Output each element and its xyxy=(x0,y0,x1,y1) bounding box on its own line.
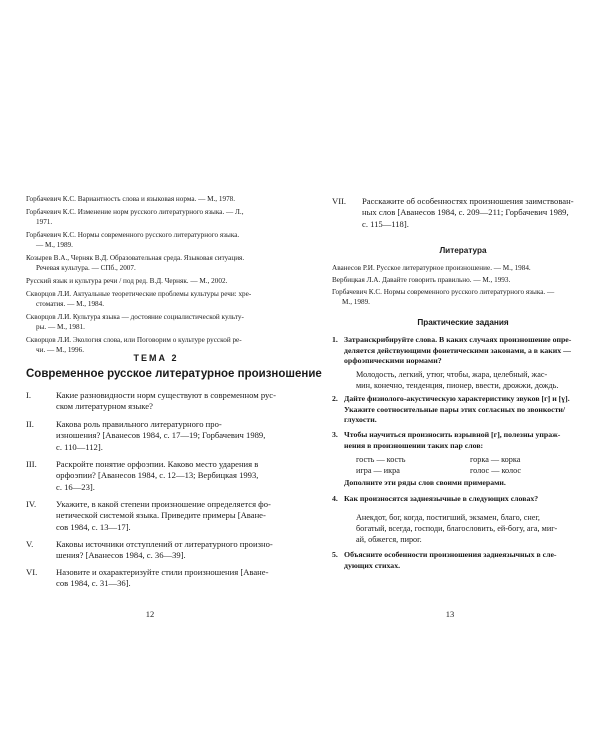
task-item xyxy=(332,550,594,572)
task-line: Как произносятся заднеязычные в следующих словах? xyxy=(344,494,539,503)
reference-line: Речевая культура. — СПб., 2007. xyxy=(36,264,136,272)
task-number: 1. xyxy=(332,335,338,344)
reference-line: Горбачевич К.С. Нормы современного русского литературного языка. xyxy=(26,231,240,239)
task-line: орфоэпическими нормами? xyxy=(344,356,442,365)
reference-item xyxy=(332,275,594,285)
word-pair: игра — икра xyxy=(356,466,400,475)
reference-item xyxy=(26,207,294,227)
question-item xyxy=(26,499,294,535)
task-number: 3. xyxy=(332,430,338,439)
page-number: 12 xyxy=(145,609,155,619)
task-line: глухости. xyxy=(344,415,377,424)
word-pair: горка — корка xyxy=(470,455,521,464)
reference-line: стоматия. — М., 1984. xyxy=(36,300,105,308)
task-line: нения в произношении таких пар слов: xyxy=(344,440,484,450)
word-line: мин, конечно, тенденция, пионер, ввести, дрожжи, дождь. xyxy=(356,381,559,390)
references-list xyxy=(26,194,294,358)
question-number: VII. xyxy=(332,196,347,206)
question-item xyxy=(26,459,294,495)
right-page xyxy=(300,0,600,750)
question-line: с. 115—118]. xyxy=(362,218,409,229)
task-line: Чтобы научиться произносить взрывной [г], полезны упраж- xyxy=(344,430,561,439)
reference-item xyxy=(26,230,294,250)
reference-item xyxy=(332,287,594,307)
reference-line: Русский язык и культура речи / под ред. В.Д. Черняк. — М., 2002. xyxy=(26,277,228,285)
reference-line: 1971. xyxy=(36,218,53,226)
question-number: III. xyxy=(26,459,37,469)
task-number: 2. xyxy=(332,394,338,403)
question-line: Раскройте понятие орфоэпии. Каково место ударения в xyxy=(56,459,259,469)
task-item xyxy=(332,335,594,367)
word-pair: голос — колос xyxy=(470,466,522,475)
word-line: ай, обжегся, пирог. xyxy=(356,535,422,544)
reference-line: Скворцов Л.И. Актуальные теоретические проблемы культуры речи: хре- xyxy=(26,290,252,298)
task3-extra: Дополните эти ряды слов своими примерами. xyxy=(344,478,506,487)
task4-words xyxy=(356,512,594,545)
question-item xyxy=(26,539,294,564)
question-number: IV. xyxy=(26,499,37,509)
task-line: Дайте физиолого-акустическую характеристику звуков [г] и [ɣ]. xyxy=(344,394,570,403)
question-line: Назовите и охарактеризуйте стили произношения [Аване- xyxy=(56,567,269,577)
task-item xyxy=(332,394,594,426)
reference-item xyxy=(26,312,294,332)
question-line: Какие разновидности норм существуют в современном рус- xyxy=(56,390,276,400)
reference-item xyxy=(332,263,594,273)
question-number: V. xyxy=(26,539,34,549)
task1-words xyxy=(356,369,594,391)
question-line: с. 110—112]. xyxy=(56,441,103,452)
reference-line: — М., 1989. xyxy=(36,241,73,249)
task-number: 5. xyxy=(332,550,338,559)
question-number: II. xyxy=(26,419,34,429)
question-line: ском литературном языке? xyxy=(56,401,153,412)
question-item xyxy=(26,567,294,592)
question-line: нетической системой языка. Приведите примеры [Аване- xyxy=(56,510,266,521)
reference-line: М., 1989. xyxy=(342,298,370,306)
task-number: 4. xyxy=(332,494,338,503)
pair-left-column xyxy=(356,454,456,476)
reference-line: Вербицкая Л.А. Давайте говорить правильно. — М., 1993. xyxy=(332,276,511,284)
task-item xyxy=(332,494,594,506)
reference-item xyxy=(26,253,294,273)
task-line: Объясните особенности произношения заднеязычных в сле- xyxy=(344,550,557,559)
reference-line: Козырев В.А., Черняк В.Д. Образовательная среда. Языковая ситуация. xyxy=(26,254,245,262)
reference-line: Горбачевич К.С. Вариантность слова и языковая норма. — М., 1978. xyxy=(26,195,236,203)
question-number: I. xyxy=(26,390,32,400)
question-number: VI. xyxy=(26,567,38,577)
task-line: деляется действующими фонетическими законами, а в каких — xyxy=(344,345,571,355)
reference-item xyxy=(26,194,294,204)
question-line: шения? [Аванесов 1984, с. 36—39]. xyxy=(56,550,186,561)
page-number: 13 xyxy=(445,609,455,619)
reference-item xyxy=(26,335,294,355)
literature-title: Литература xyxy=(439,246,487,255)
task-line: дующих стихах. xyxy=(344,560,401,570)
reference-line: Горбачевич К.С. Нормы современного русского литературного языка. — xyxy=(332,288,555,296)
question-line: Расскажите об особенностях произношения заимствован- xyxy=(362,196,574,206)
reference-line: Горбачевич К.С. Изменение норм русского литературного языка. — Л., xyxy=(26,208,244,216)
question-line: Какова роль правильного литературного про- xyxy=(56,419,222,429)
word-pair: гость — кость xyxy=(356,455,406,464)
reference-item xyxy=(26,276,294,286)
question-item xyxy=(332,196,594,232)
word-line: богатый, всегда, господи, благословить, ей-богу, ага, миг- xyxy=(356,524,558,533)
reference-line: Скворцов Л.И. Культура языка — достояние социалистической культу- xyxy=(26,313,244,321)
task-item xyxy=(332,430,594,452)
question-line: изношения? [Аванесов 1984, с. 17—19; Горбачевич 1989, xyxy=(56,430,266,441)
question-item xyxy=(26,419,294,455)
task-line: Укажите соотносительные пары этих согласных по звонкости/ xyxy=(344,404,566,414)
word-line: Анекдот, бог, когда, постигший, экзамен, благо, снег, xyxy=(356,513,540,522)
question-line: с. 16—23]. xyxy=(56,481,95,492)
reference-line: ры. — М., 1981. xyxy=(36,323,85,331)
question-line: Укажите, в какой степени произношение определяется фо- xyxy=(56,499,271,509)
question-line: Каковы источники отступлений от литературного произно- xyxy=(56,539,273,549)
pair-right-column xyxy=(470,454,580,476)
question-line: сов 1984, с. 31—36]. xyxy=(56,578,131,589)
reference-line: Аванесов Р.И. Русское литературное произношение. — М., 1984. xyxy=(332,264,531,272)
theme-label: ТЕМА 2 xyxy=(133,353,179,363)
reference-line: Скворцов Л.И. Экология слова, или Поговорим о культуре русской ре- xyxy=(26,336,242,344)
question-line: орфоэпии? [Аванесов 1984, с. 12—13; Вербицкая 1993, xyxy=(56,470,259,481)
question-line: ных слов [Аванесов 1984, с. 209—211; Горбачевич 1989, xyxy=(362,207,569,218)
practice-title: Практические задания xyxy=(417,318,509,327)
reference-item xyxy=(26,289,294,309)
reference-line: чи. — М., 1996. xyxy=(36,346,84,354)
theme-title: Современное русское литературное произношение xyxy=(26,368,322,380)
question-line: сов 1984, с. 13—17]. xyxy=(56,521,131,532)
word-line: Молодость, легкий, утюг, чтобы, жара, целебный, жас- xyxy=(356,370,548,379)
task-line: Затранскрибируйте слова. В каких случаях произношение опре- xyxy=(344,335,572,344)
literature-list xyxy=(332,263,594,307)
